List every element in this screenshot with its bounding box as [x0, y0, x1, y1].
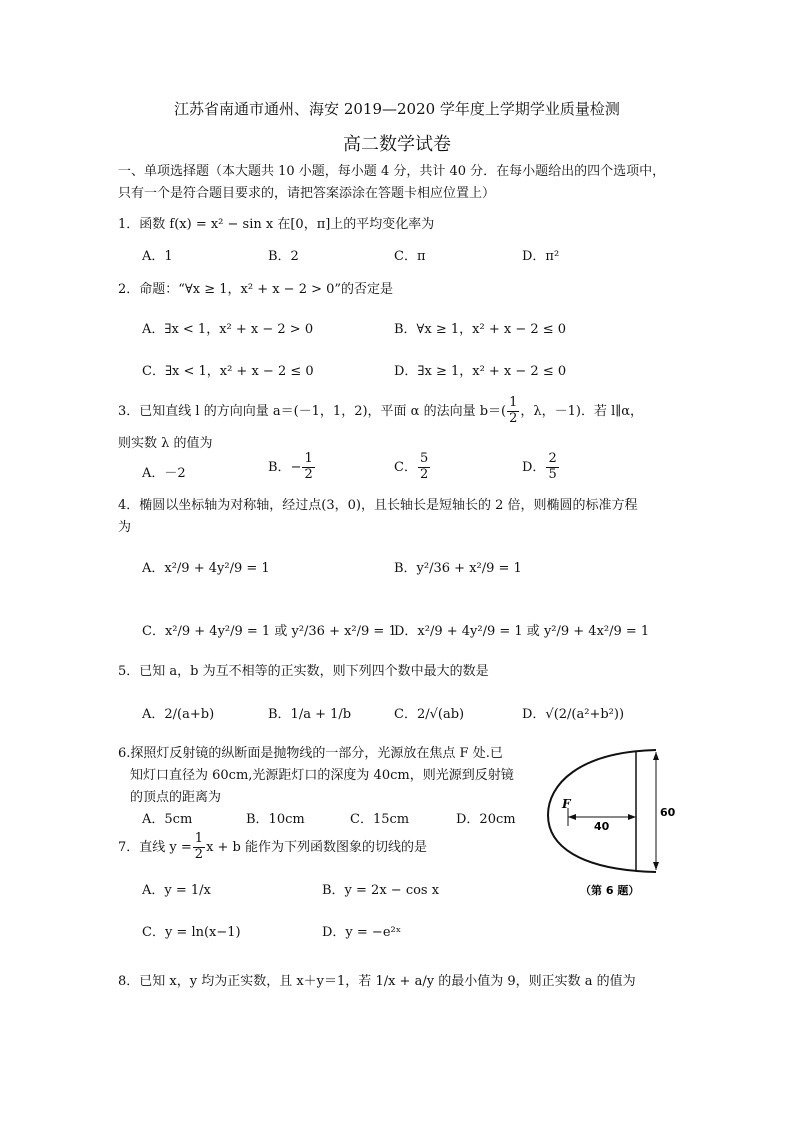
q8-text-post: 的最小值为 9，则正实数 a 的值为 — [438, 974, 636, 989]
figure-caption: （第 6 题） — [580, 884, 640, 897]
q5-option-d: D．√(2/(a²+b²)) — [522, 707, 625, 722]
dimension-arrow-bottom — [653, 862, 659, 870]
q2-option-d: D．∃x ≥ 1，x² + x − 2 ≤ 0 — [394, 364, 567, 379]
q7-frac-num: 1 — [194, 831, 204, 846]
q4-option-d: D．x²/9 + 4y²/9 = 1 或 y²/9 + 4x²/9 = 1 — [394, 624, 650, 639]
q7-option-d: D．y = −e²ˣ — [322, 925, 402, 940]
q3-option-a-label: A． — [142, 466, 165, 481]
q3-option-a — [142, 462, 186, 481]
q3-option-d-den: 5 — [548, 466, 557, 482]
question-7-text — [118, 832, 427, 863]
q2-option-c: C．∃x < 1，x² + x − 2 ≤ 0 — [142, 364, 314, 379]
q1-option-a: A．1 — [142, 249, 173, 264]
q7-option-b: B．y = 2x − cos x — [322, 883, 440, 898]
q3-option-b-label: B． — [268, 459, 291, 475]
q3-text-part1: 3．已知直线 l 的方向向量 a＝(－1，1，2)，平面 α 的法向量 b＝( — [118, 403, 507, 419]
diameter-label: 60 — [660, 806, 676, 819]
exam-title: 江苏省南通市通州、海安 2019—2020 学年度上学期学业质量检测 — [174, 100, 620, 118]
q3-option-d — [522, 452, 560, 483]
q7-option-a: A．y = 1/x — [142, 883, 211, 898]
focus-label: F — [562, 797, 571, 811]
q1-option-d: D．π² — [522, 249, 560, 264]
dimension-arrow-top — [653, 752, 659, 760]
q3-option-c-num: 5 — [419, 451, 429, 466]
q6-option-c: C．15cm — [350, 812, 410, 827]
q2-option-a: A．∃x < 1，x² + x − 2 > 0 — [142, 322, 314, 337]
question-3-line1 — [118, 396, 643, 427]
q3-option-b-frac — [302, 452, 314, 483]
q3-option-c-label: C． — [394, 459, 417, 475]
q3-text-part2: ，λ，－1)．若 l∥α， — [520, 403, 644, 419]
q7-option-c: C．y = ln(x−1) — [142, 925, 241, 940]
q1-option-b: B．2 — [268, 249, 299, 264]
q4-option-a: A．x²/9 + 4y²/9 = 1 — [142, 561, 270, 576]
depth-label: 40 — [594, 820, 610, 833]
q7-fraction — [193, 832, 205, 863]
section-instructions-line1: 一、单项选择题（本大题共 10 小题，每小题 4 分，共计 40 分．在每小题给出的四个选项中， — [118, 164, 666, 179]
q4-option-c: C．x²/9 + 4y²/9 = 1 或 y²/36 + x²/9 = 1 — [142, 624, 397, 639]
question-1-text: 1．函数 f(x) = x² − sin x 在[0，π]上的平均变化率为 — [118, 217, 435, 232]
question-6-line2: 知灯口直径为 60cm,光源距灯口的深度为 40cm，则光源到反射镜 — [130, 768, 514, 783]
parabola-reflector-diagram — [538, 740, 678, 900]
q5-option-a: A．2/(a+b) — [142, 707, 215, 722]
q7-text-pre: 7．直线 y = — [118, 839, 192, 855]
q1-option-c: C．π — [394, 249, 426, 264]
question-3-line2: 则实数 λ 的值为 — [118, 436, 213, 451]
q3-option-b-num: 1 — [304, 451, 313, 466]
question-6-line1: 6.探照灯反射镜的纵断面是抛物线的一部分，光源放在焦点 F 处.已 — [118, 746, 503, 761]
exam-subtitle: 高二数学试卷 — [343, 134, 451, 155]
q5-option-c: C．2/√(ab) — [394, 707, 465, 722]
q6-option-d: D．20cm — [456, 812, 516, 827]
q6-option-b: B．10cm — [246, 812, 305, 827]
question-6-line3: 的顶点的距离为 — [130, 790, 222, 805]
parabola-curve — [548, 750, 656, 872]
q3-option-d-frac — [546, 452, 558, 483]
q3-option-b — [268, 452, 316, 483]
question-4-line2: 为 — [118, 520, 132, 535]
q7-text-post: x + b 能作为下列函数图象的切线的是 — [206, 839, 428, 855]
depth-arrow-left — [568, 814, 576, 820]
q6-option-a: A．5cm — [142, 812, 193, 827]
q3-frac-num: 1 — [509, 395, 518, 410]
q3-option-c — [394, 452, 431, 483]
q7-frac-den: 2 — [194, 846, 204, 862]
question-4-line1: 4．椭圆以坐标轴为对称轴，经过点(3，0)，且长轴长是短轴长的 2 倍，则椭圆的标准方程 — [118, 498, 638, 513]
q3-option-b-den: 2 — [304, 466, 313, 482]
q3-option-d-num: 2 — [548, 451, 557, 466]
question-5-text: 5．已知 a，b 为互不相等的正实数，则下列四个数中最大的数是 — [118, 664, 489, 679]
q4-option-b: B．y²/36 + x²/9 = 1 — [394, 561, 522, 576]
q3-option-b-sign: − — [290, 459, 302, 475]
q3-option-c-frac — [418, 452, 430, 483]
q5-option-b: B．1/a + 1/b — [268, 707, 352, 722]
q3-option-c-den: 2 — [419, 466, 429, 482]
section-instructions-line2: 只有一个是符合题目要求的，请把答案添涂在答题卡相应位置上） — [118, 186, 496, 201]
q2-option-b: B．∀x ≥ 1，x² + x − 2 ≤ 0 — [394, 322, 567, 337]
question-8-text — [118, 970, 636, 989]
q8-text-pre: 8．已知 x，y 均为正实数，且 x＋y＝1，若 — [118, 974, 372, 989]
q8-expression: 1/x + a/y — [375, 974, 435, 989]
q3-frac-den: 2 — [509, 410, 518, 426]
q3-option-d-label: D． — [522, 459, 546, 475]
depth-arrow-right — [628, 814, 636, 820]
q6-figure — [538, 740, 678, 904]
q3-fraction — [507, 396, 519, 427]
question-2-text: 2．命题：“∀x ≥ 1，x² + x − 2 > 0”的否定是 — [118, 282, 394, 297]
q3-option-a-value: －2 — [164, 466, 186, 481]
